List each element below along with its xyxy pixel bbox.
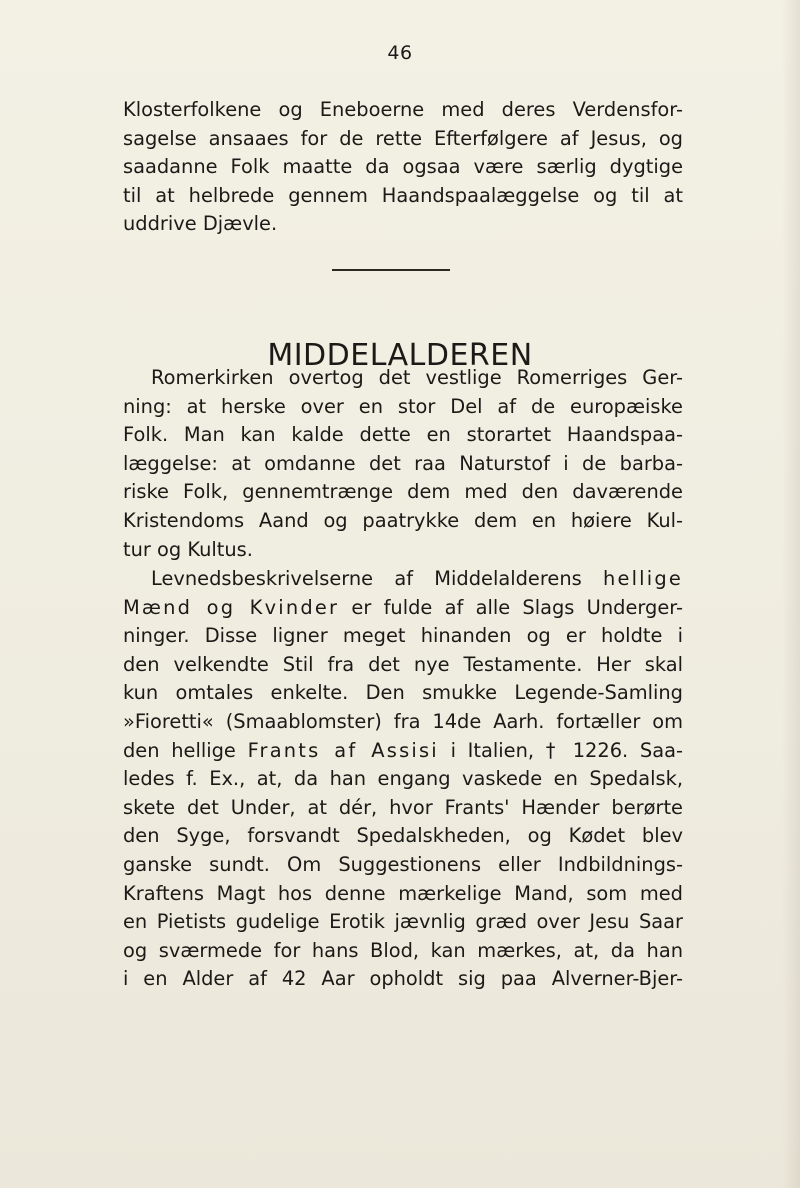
text-line: riske Folk, gennemtrænge dem med den daværende	[123, 480, 683, 504]
spaced-emphasis: Mænd og Kvinder	[123, 595, 340, 619]
text-line: uddrive Djævle.	[123, 212, 278, 236]
text-line: ganske sundt. Om Suggestionens eller Indbildnings-	[123, 852, 683, 876]
text-line: den velkendte Stil fra det nye Testamente. Her skal	[123, 652, 683, 676]
text-line: den Syge, forsvandt Spedalskheden, og Kødet blev	[123, 824, 683, 848]
text-line: Kristendoms Aand og paatrykke dem en høiere Kul-	[123, 508, 683, 532]
section-heading: MIDDELALDEREN	[267, 337, 533, 373]
text-line: Klosterfolkene og Eneboerne med deres Verdensfor-	[123, 98, 683, 121]
spaced-emphasis: hellige	[602, 567, 683, 590]
text-line: tur og Kultus.	[123, 537, 253, 561]
text-line: og sværmede for hans Blod, kan mærkes, at, da han	[123, 938, 683, 962]
text-line: til at helbrede gennem Haandspaalæggelse og til at	[123, 183, 683, 207]
section-divider	[332, 269, 450, 271]
text-line: Folk. Man kan kalde dette en storartet Haandspaa-	[123, 423, 683, 447]
text-run: er fulde af alle Slags Underger-	[339, 595, 683, 619]
page-number: 46	[387, 42, 413, 64]
text-line	[123, 565, 683, 594]
page-edge-shadow	[782, 0, 800, 1188]
text-line: en Pietists gudelige Erotik jævnlig græd over Jesu Saar	[123, 910, 683, 934]
text-line: ledes f. Ex., at, da han engang vaskede en Spedalsk,	[123, 767, 683, 791]
text-line: i en Alder af 42 Aar opholdt sig paa Alverner-Bjer-	[123, 967, 683, 991]
text-line: ning: at herske over en stor Del af de europæiske	[123, 394, 683, 418]
paragraph-hermits	[123, 96, 683, 239]
spaced-emphasis: Frants af Assisi	[247, 738, 439, 762]
text-run: den hellige	[123, 738, 248, 762]
text-run: i Italien, † 1226. Saa-	[438, 738, 683, 762]
text-line	[123, 594, 683, 623]
text-line: kun omtales enkelte. Den smukke Legende-Samling	[123, 681, 683, 705]
text-line: »Fioretti« (Smaablomster) fra 14de Aarh. fortæller om	[123, 709, 683, 733]
paragraph-saints	[123, 565, 683, 994]
text-line	[123, 737, 683, 766]
text-line: sagelse ansaaes for de rette Efterfølgere af Jesus, og	[123, 126, 683, 150]
paragraph-roman-church	[123, 364, 683, 564]
text-line: ninger. Disse ligner meget hinanden og er holdte i	[123, 624, 683, 648]
text-line: Kraftens Magt hos denne mærkelige Mand, som med	[123, 881, 683, 905]
text-line: skete det Under, at dér, hvor Frants' Hænder berørte	[123, 795, 683, 819]
text-line: Romerkirken overtog det vestlige Romerriges Ger-	[151, 366, 683, 389]
text-line: saadanne Folk maatte da ogsaa være særlig dygtige	[123, 155, 683, 179]
text-line: læggelse: at omdanne det raa Naturstof i de barba-	[123, 451, 683, 475]
text-run: Levnedsbeskrivelserne af Middelalderens	[151, 567, 603, 590]
